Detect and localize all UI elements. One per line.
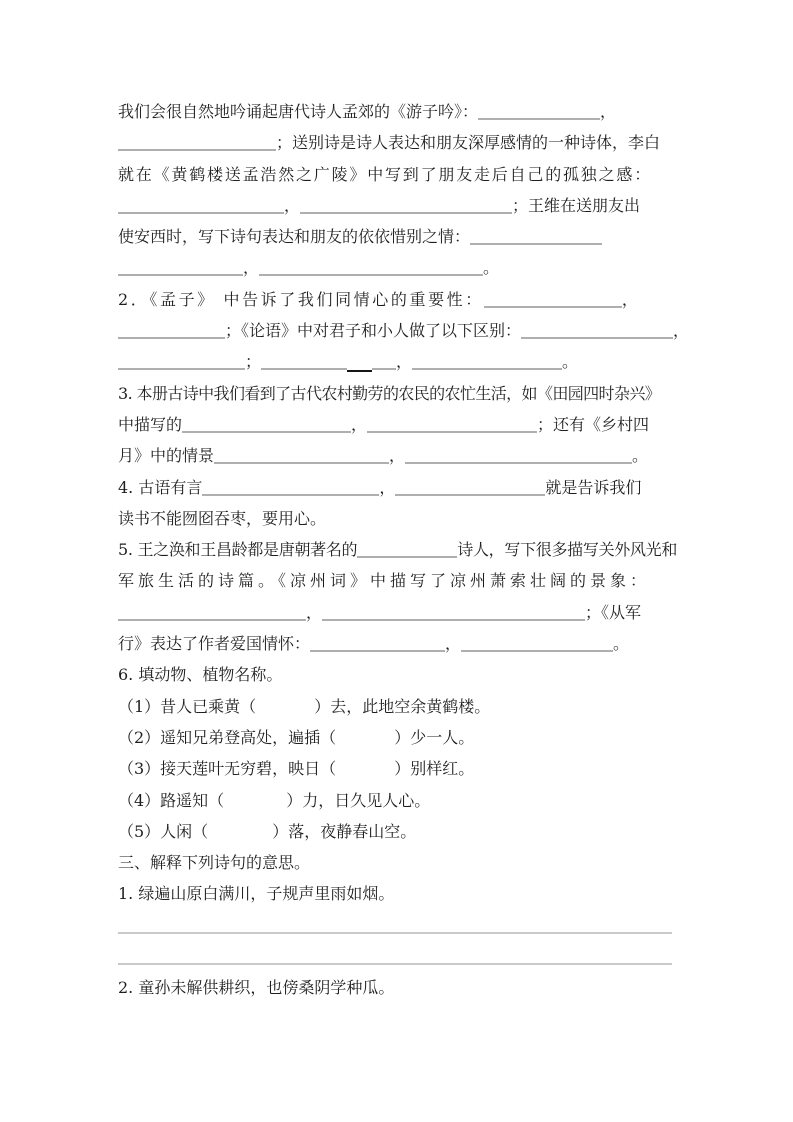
worksheet-line <box>118 785 680 816</box>
answer-blank <box>461 634 613 652</box>
text-run: 读书不能囫囵吞枣，要用心。 <box>118 508 327 528</box>
worksheet-line <box>118 409 680 440</box>
answer-blank <box>118 196 284 214</box>
answer-blank <box>300 196 512 214</box>
text-run: ， <box>445 634 462 654</box>
text-run: 我们会很自然地吟诵起唐代诗人孟郊的《游子吟》： <box>118 102 479 121</box>
text-run: ）力，日久见人心。 <box>286 790 431 810</box>
text-run: ；《从军 <box>585 602 642 622</box>
answer-blank <box>118 321 225 339</box>
worksheet-line <box>118 315 690 346</box>
text-run: 。 <box>632 446 649 466</box>
answer-blank-dark-segment <box>347 354 372 372</box>
answer-blank <box>412 352 562 370</box>
answer-blank <box>478 102 600 120</box>
text-run: ， <box>389 446 406 466</box>
worksheet-line <box>118 346 680 377</box>
worksheet-line <box>118 878 680 909</box>
worksheet-line <box>118 190 680 221</box>
paren-gap <box>336 727 394 743</box>
worksheet-line <box>118 534 680 565</box>
worksheet-line <box>118 597 680 628</box>
text-run: ， <box>351 414 368 434</box>
worksheet-line <box>118 753 680 784</box>
text-run: （1）昔人已乘黄（ <box>118 696 257 716</box>
answer-blank <box>202 478 379 496</box>
text-run: 行》表达了作者爱国情怀： <box>118 634 311 654</box>
text-run: 就在《黄鹤楼送孟浩然之广陵》中写到了朋友走后自己的孤独之感： <box>118 164 653 184</box>
answer-blank <box>357 540 457 558</box>
worksheet-line <box>118 284 680 315</box>
answer-blank <box>261 352 347 370</box>
text-run: ；《论语》中对君子和小人做了以下区别： <box>225 321 522 341</box>
worksheet-line <box>118 221 680 252</box>
text-run: 2．《孟子》 中告诉了我们同情心的重要性： <box>118 289 484 309</box>
answer-blank <box>310 634 445 652</box>
text-run: 就是告诉我们 <box>545 477 642 497</box>
text-run: 中描写的 <box>118 414 183 434</box>
worksheet-line <box>118 847 680 878</box>
text-run: 。 <box>562 352 579 372</box>
answer-blank <box>405 446 632 464</box>
text-run: ；还有《乡村四 <box>537 414 650 434</box>
text-run: 使安西时，写下诗句表达和朋友的依依惜别之情： <box>118 227 471 247</box>
paren-gap <box>336 758 394 774</box>
answer-blank <box>322 603 585 621</box>
answer-line-row <box>118 910 680 941</box>
worksheet-line <box>118 472 680 503</box>
answer-blank <box>372 352 396 370</box>
worksheet-line <box>118 565 680 596</box>
paren-gap <box>256 696 314 712</box>
worksheet-line <box>118 722 680 753</box>
text-run: ， <box>673 321 690 341</box>
text-run: ， <box>379 477 396 497</box>
text-run: 6. 填动物、植物名称。 <box>118 665 283 685</box>
worksheet-line <box>118 659 680 690</box>
page-content <box>118 96 690 1004</box>
text-run: 三、解释下列诗句的意思。 <box>118 853 311 873</box>
text-run: 。 <box>613 634 630 654</box>
worksheet-line <box>118 628 680 659</box>
answer-blank <box>182 415 351 433</box>
text-run: （2）遥知兄弟登高处，遍插（ <box>118 727 337 747</box>
text-run: 军旅生活的诗篇。《凉州词》中描写了凉州萧索壮阔的景象： <box>118 571 651 591</box>
text-run: 月》中的情景 <box>118 446 215 466</box>
answer-blank <box>118 133 276 151</box>
text-run: ， <box>621 289 641 309</box>
answer-blank <box>214 446 389 464</box>
answer-blank <box>521 321 673 339</box>
answer-blank <box>395 478 545 496</box>
text-run: ）落，夜静春山空。 <box>272 821 417 841</box>
text-run: （3）接天莲叶无穷碧，映日（ <box>118 759 337 779</box>
text-run: ， <box>284 195 301 215</box>
answer-blank <box>470 227 602 245</box>
text-run: ， <box>396 352 413 372</box>
answer-blank <box>367 415 537 433</box>
paren-gap <box>208 821 272 837</box>
worksheet-line <box>118 252 680 283</box>
worksheet-line <box>118 691 680 722</box>
text-run: ； <box>245 352 262 372</box>
text-run: ）去，此地空余黄鹤楼。 <box>314 696 491 716</box>
worksheet-line <box>118 440 680 471</box>
text-run: 4. 古语有言 <box>118 477 203 497</box>
text-run: ）别样红。 <box>394 759 475 779</box>
answer-line <box>118 916 672 934</box>
text-run: ）少一人。 <box>394 727 475 747</box>
answer-blank <box>484 290 622 308</box>
text-run: 5. 王之涣和王昌龄都是唐朝著名的 <box>118 540 358 560</box>
text-run: （4）路遥知（ <box>118 790 225 810</box>
worksheet-line <box>118 127 680 158</box>
answer-line <box>118 947 672 965</box>
text-run: 2. 童孙未解供耕织，也傍桑阴学种瓜。 <box>118 978 395 998</box>
text-run: 诗人，写下很多描写关外风光和 <box>457 540 678 560</box>
text-run: ；王维在送朋友出 <box>512 195 641 215</box>
answer-line-row <box>118 941 680 972</box>
worksheet-line <box>118 378 680 409</box>
text-run: 1. 绿遍山原白满川，子规声里雨如烟。 <box>118 884 395 904</box>
answer-blank <box>259 258 483 276</box>
worksheet-line <box>118 972 680 1003</box>
text-run: ；送别诗是诗人表达和朋友深厚感情的一种诗体，李白 <box>276 133 661 153</box>
worksheet-line <box>118 816 680 847</box>
answer-blank <box>118 258 243 276</box>
worksheet-line <box>118 96 680 127</box>
paren-gap <box>224 790 286 806</box>
text-run: ， <box>600 102 617 121</box>
answer-blank <box>118 603 306 621</box>
text-run: ， <box>243 258 260 278</box>
answer-blank <box>118 352 245 370</box>
text-run: ， <box>306 602 323 622</box>
text-run: 3. 本册古诗中我们看到了古代农村勤劳的农民的农忙生活，如《田园四时杂兴》 <box>118 383 661 403</box>
worksheet-line <box>118 159 680 190</box>
worksheet-line <box>118 503 680 534</box>
text-run: （5）人闲（ <box>118 821 209 841</box>
text-run: 。 <box>483 258 500 278</box>
